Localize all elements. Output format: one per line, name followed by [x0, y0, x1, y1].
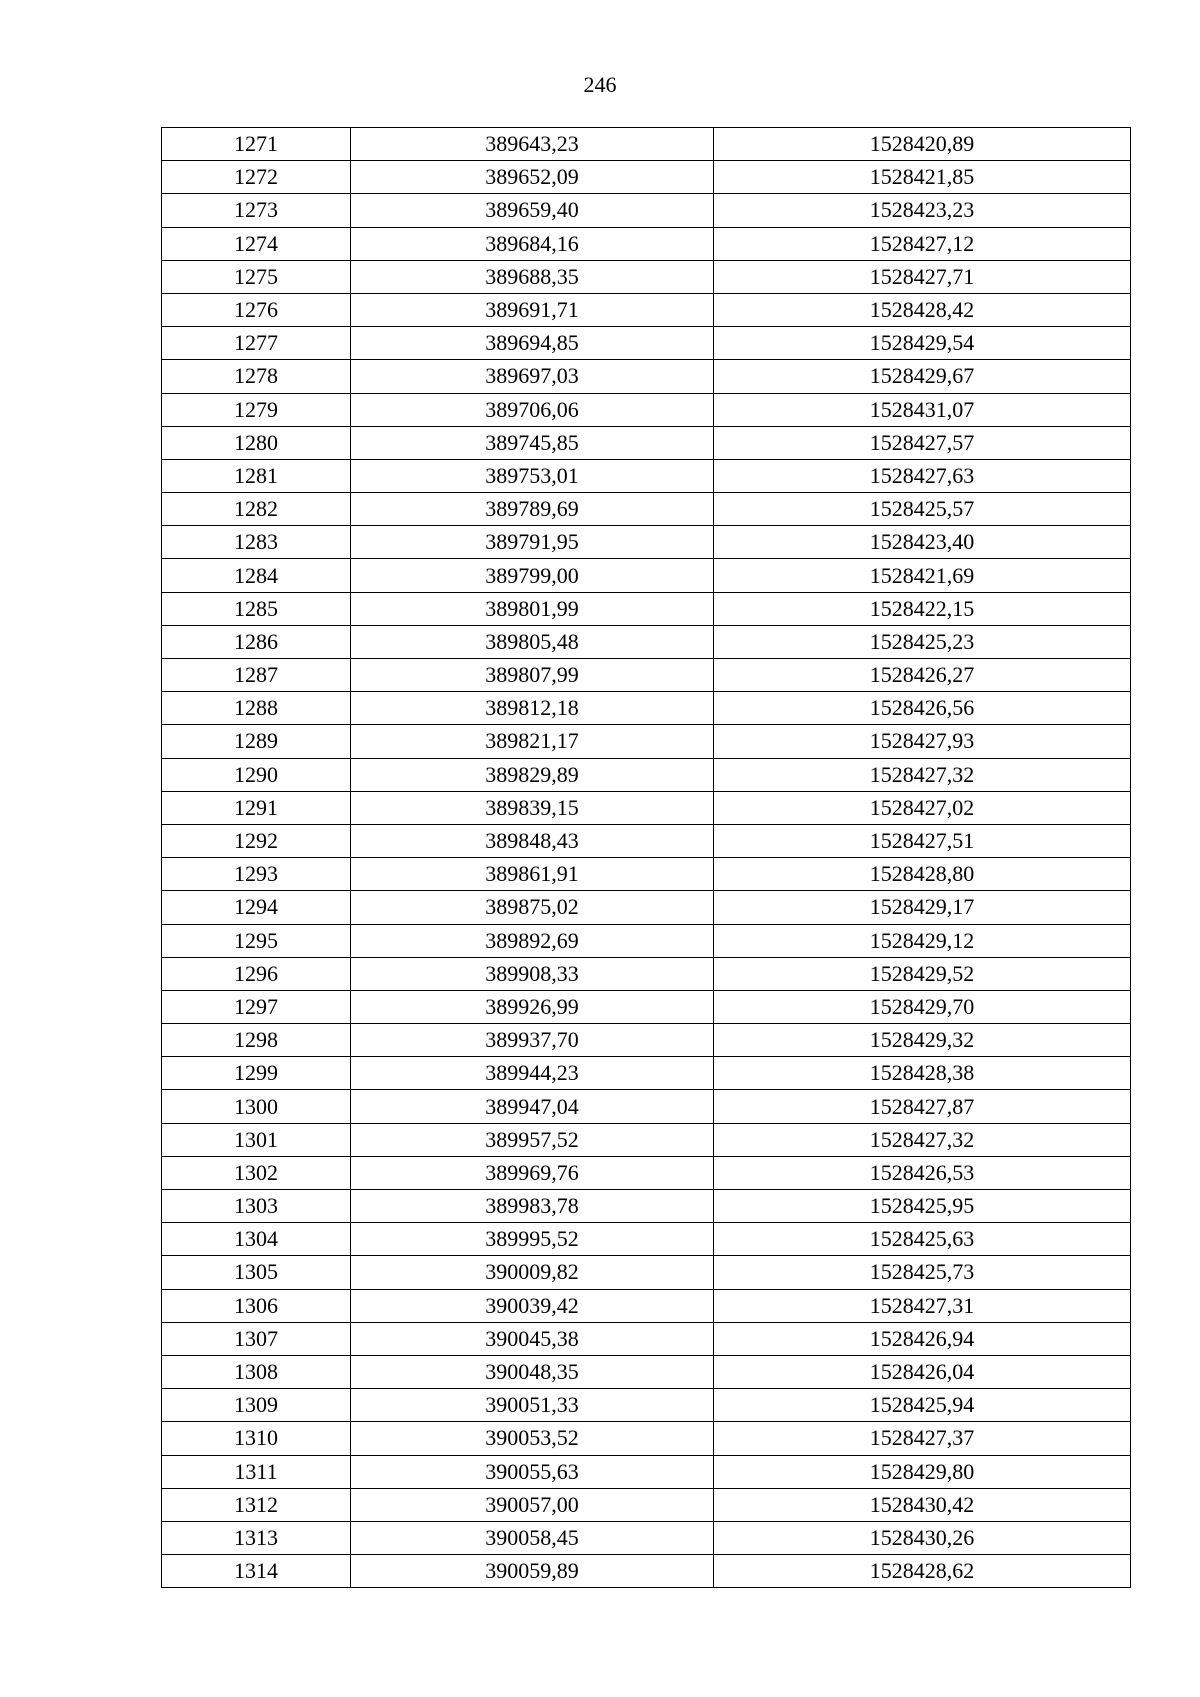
x-coordinate-cell: 389684,16: [351, 227, 714, 260]
y-coordinate-cell: 1528427,63: [714, 459, 1131, 492]
point-number-cell: 1275: [162, 260, 351, 293]
y-coordinate-cell: 1528425,73: [714, 1256, 1131, 1289]
x-coordinate-cell: 389926,99: [351, 990, 714, 1023]
x-coordinate-cell: 389807,99: [351, 659, 714, 692]
point-number-cell: 1308: [162, 1355, 351, 1388]
y-coordinate-cell: 1528429,32: [714, 1024, 1131, 1057]
table-row: [162, 625, 1131, 658]
point-number-cell: 1294: [162, 891, 351, 924]
table-row: [162, 858, 1131, 891]
x-coordinate-cell: 389983,78: [351, 1190, 714, 1223]
y-coordinate-cell: 1528429,54: [714, 327, 1131, 360]
point-number-cell: 1279: [162, 393, 351, 426]
point-number-cell: 1287: [162, 659, 351, 692]
x-coordinate-cell: 389805,48: [351, 625, 714, 658]
table-row: [162, 725, 1131, 758]
point-number-cell: 1274: [162, 227, 351, 260]
point-number-cell: 1284: [162, 559, 351, 592]
table-row: [162, 194, 1131, 227]
table-row: [162, 1355, 1131, 1388]
x-coordinate-cell: 389937,70: [351, 1024, 714, 1057]
point-number-cell: 1304: [162, 1223, 351, 1256]
point-number-cell: 1296: [162, 957, 351, 990]
y-coordinate-cell: 1528425,57: [714, 493, 1131, 526]
y-coordinate-cell: 1528431,07: [714, 393, 1131, 426]
y-coordinate-cell: 1528426,94: [714, 1322, 1131, 1355]
y-coordinate-cell: 1528425,63: [714, 1223, 1131, 1256]
coordinates-table: [161, 127, 1131, 1588]
point-number-cell: 1291: [162, 791, 351, 824]
y-coordinate-cell: 1528426,53: [714, 1156, 1131, 1189]
x-coordinate-cell: 389688,35: [351, 260, 714, 293]
point-number-cell: 1299: [162, 1057, 351, 1090]
x-coordinate-cell: 389799,00: [351, 559, 714, 592]
y-coordinate-cell: 1528420,89: [714, 128, 1131, 161]
table-row: [162, 1190, 1131, 1223]
point-number-cell: 1272: [162, 161, 351, 194]
y-coordinate-cell: 1528427,93: [714, 725, 1131, 758]
point-number-cell: 1301: [162, 1123, 351, 1156]
table-row: [162, 1223, 1131, 1256]
point-number-cell: 1300: [162, 1090, 351, 1123]
point-number-cell: 1276: [162, 293, 351, 326]
table-row: [162, 1156, 1131, 1189]
x-coordinate-cell: 389659,40: [351, 194, 714, 227]
x-coordinate-cell: 389691,71: [351, 293, 714, 326]
point-number-cell: 1295: [162, 924, 351, 957]
x-coordinate-cell: 389694,85: [351, 327, 714, 360]
point-number-cell: 1314: [162, 1555, 351, 1588]
x-coordinate-cell: 390048,35: [351, 1355, 714, 1388]
table-row: [162, 227, 1131, 260]
y-coordinate-cell: 1528427,02: [714, 791, 1131, 824]
point-number-cell: 1280: [162, 426, 351, 459]
x-coordinate-cell: 389706,06: [351, 393, 714, 426]
y-coordinate-cell: 1528427,31: [714, 1289, 1131, 1322]
y-coordinate-cell: 1528421,69: [714, 559, 1131, 592]
point-number-cell: 1286: [162, 625, 351, 658]
table-row: [162, 327, 1131, 360]
y-coordinate-cell: 1528428,38: [714, 1057, 1131, 1090]
point-number-cell: 1290: [162, 758, 351, 791]
table-row: [162, 891, 1131, 924]
x-coordinate-cell: 390059,89: [351, 1555, 714, 1588]
point-number-cell: 1307: [162, 1322, 351, 1355]
y-coordinate-cell: 1528427,12: [714, 227, 1131, 260]
page-number: 246: [583, 72, 617, 97]
point-number-cell: 1310: [162, 1422, 351, 1455]
point-number-cell: 1293: [162, 858, 351, 891]
point-number-cell: 1306: [162, 1289, 351, 1322]
table-row: [162, 1555, 1131, 1588]
table-row: [162, 393, 1131, 426]
y-coordinate-cell: 1528429,80: [714, 1455, 1131, 1488]
table-row: [162, 526, 1131, 559]
point-number-cell: 1277: [162, 327, 351, 360]
x-coordinate-cell: 390039,42: [351, 1289, 714, 1322]
table-row: [162, 1521, 1131, 1554]
point-number-cell: 1313: [162, 1521, 351, 1554]
x-coordinate-cell: 389908,33: [351, 957, 714, 990]
y-coordinate-cell: 1528422,15: [714, 592, 1131, 625]
x-coordinate-cell: 389969,76: [351, 1156, 714, 1189]
point-number-cell: 1271: [162, 128, 351, 161]
y-coordinate-cell: 1528425,95: [714, 1190, 1131, 1223]
y-coordinate-cell: 1528427,87: [714, 1090, 1131, 1123]
point-number-cell: 1302: [162, 1156, 351, 1189]
coordinates-table-body: [162, 128, 1131, 1588]
y-coordinate-cell: 1528427,71: [714, 260, 1131, 293]
table-row: [162, 1024, 1131, 1057]
y-coordinate-cell: 1528429,52: [714, 957, 1131, 990]
x-coordinate-cell: 390055,63: [351, 1455, 714, 1488]
table-row: [162, 293, 1131, 326]
point-number-cell: 1311: [162, 1455, 351, 1488]
y-coordinate-cell: 1528430,26: [714, 1521, 1131, 1554]
x-coordinate-cell: 389753,01: [351, 459, 714, 492]
y-coordinate-cell: 1528425,94: [714, 1389, 1131, 1422]
x-coordinate-cell: 389643,23: [351, 128, 714, 161]
table-row: [162, 260, 1131, 293]
table-row: [162, 459, 1131, 492]
x-coordinate-cell: 389812,18: [351, 692, 714, 725]
table-row: [162, 559, 1131, 592]
y-coordinate-cell: 1528428,80: [714, 858, 1131, 891]
table-row: [162, 1289, 1131, 1322]
y-coordinate-cell: 1528429,70: [714, 990, 1131, 1023]
x-coordinate-cell: 389892,69: [351, 924, 714, 957]
x-coordinate-cell: 389652,09: [351, 161, 714, 194]
y-coordinate-cell: 1528421,85: [714, 161, 1131, 194]
table-row: [162, 692, 1131, 725]
point-number-cell: 1303: [162, 1190, 351, 1223]
y-coordinate-cell: 1528429,67: [714, 360, 1131, 393]
table-row: [162, 659, 1131, 692]
x-coordinate-cell: 389957,52: [351, 1123, 714, 1156]
table-row: [162, 161, 1131, 194]
table-row: [162, 426, 1131, 459]
x-coordinate-cell: 390057,00: [351, 1488, 714, 1521]
table-row: [162, 1090, 1131, 1123]
x-coordinate-cell: 389944,23: [351, 1057, 714, 1090]
y-coordinate-cell: 1528427,57: [714, 426, 1131, 459]
y-coordinate-cell: 1528427,32: [714, 758, 1131, 791]
table-row: [162, 957, 1131, 990]
x-coordinate-cell: 389821,17: [351, 725, 714, 758]
table-row: [162, 758, 1131, 791]
y-coordinate-cell: 1528429,17: [714, 891, 1131, 924]
table-row: [162, 1123, 1131, 1156]
x-coordinate-cell: 390053,52: [351, 1422, 714, 1455]
table-row: [162, 1389, 1131, 1422]
table-row: [162, 1422, 1131, 1455]
point-number-cell: 1288: [162, 692, 351, 725]
x-coordinate-cell: 389801,99: [351, 592, 714, 625]
x-coordinate-cell: 390051,33: [351, 1389, 714, 1422]
point-number-cell: 1289: [162, 725, 351, 758]
y-coordinate-cell: 1528430,42: [714, 1488, 1131, 1521]
table-row: [162, 1455, 1131, 1488]
y-coordinate-cell: 1528426,56: [714, 692, 1131, 725]
y-coordinate-cell: 1528429,12: [714, 924, 1131, 957]
y-coordinate-cell: 1528425,23: [714, 625, 1131, 658]
x-coordinate-cell: 389947,04: [351, 1090, 714, 1123]
point-number-cell: 1312: [162, 1488, 351, 1521]
x-coordinate-cell: 390009,82: [351, 1256, 714, 1289]
table-row: [162, 924, 1131, 957]
y-coordinate-cell: 1528428,42: [714, 293, 1131, 326]
table-row: [162, 128, 1131, 161]
table-row: [162, 791, 1131, 824]
x-coordinate-cell: 389995,52: [351, 1223, 714, 1256]
point-number-cell: 1273: [162, 194, 351, 227]
point-number-cell: 1292: [162, 824, 351, 857]
y-coordinate-cell: 1528423,40: [714, 526, 1131, 559]
x-coordinate-cell: 389829,89: [351, 758, 714, 791]
table-row: [162, 592, 1131, 625]
table-row: [162, 1322, 1131, 1355]
point-number-cell: 1298: [162, 1024, 351, 1057]
x-coordinate-cell: 389839,15: [351, 791, 714, 824]
y-coordinate-cell: 1528427,51: [714, 824, 1131, 857]
point-number-cell: 1309: [162, 1389, 351, 1422]
y-coordinate-cell: 1528428,62: [714, 1555, 1131, 1588]
point-number-cell: 1297: [162, 990, 351, 1023]
point-number-cell: 1281: [162, 459, 351, 492]
y-coordinate-cell: 1528427,37: [714, 1422, 1131, 1455]
y-coordinate-cell: 1528426,04: [714, 1355, 1131, 1388]
x-coordinate-cell: 389848,43: [351, 824, 714, 857]
x-coordinate-cell: 389875,02: [351, 891, 714, 924]
x-coordinate-cell: 390045,38: [351, 1322, 714, 1355]
point-number-cell: 1278: [162, 360, 351, 393]
table-row: [162, 824, 1131, 857]
table-row: [162, 493, 1131, 526]
y-coordinate-cell: 1528423,23: [714, 194, 1131, 227]
point-number-cell: 1283: [162, 526, 351, 559]
table-row: [162, 990, 1131, 1023]
table-row: [162, 1057, 1131, 1090]
x-coordinate-cell: 389789,69: [351, 493, 714, 526]
point-number-cell: 1305: [162, 1256, 351, 1289]
table-row: [162, 360, 1131, 393]
point-number-cell: 1285: [162, 592, 351, 625]
x-coordinate-cell: 389791,95: [351, 526, 714, 559]
x-coordinate-cell: 390058,45: [351, 1521, 714, 1554]
point-number-cell: 1282: [162, 493, 351, 526]
table-row: [162, 1256, 1131, 1289]
x-coordinate-cell: 389861,91: [351, 858, 714, 891]
x-coordinate-cell: 389745,85: [351, 426, 714, 459]
y-coordinate-cell: 1528427,32: [714, 1123, 1131, 1156]
x-coordinate-cell: 389697,03: [351, 360, 714, 393]
table-row: [162, 1488, 1131, 1521]
y-coordinate-cell: 1528426,27: [714, 659, 1131, 692]
